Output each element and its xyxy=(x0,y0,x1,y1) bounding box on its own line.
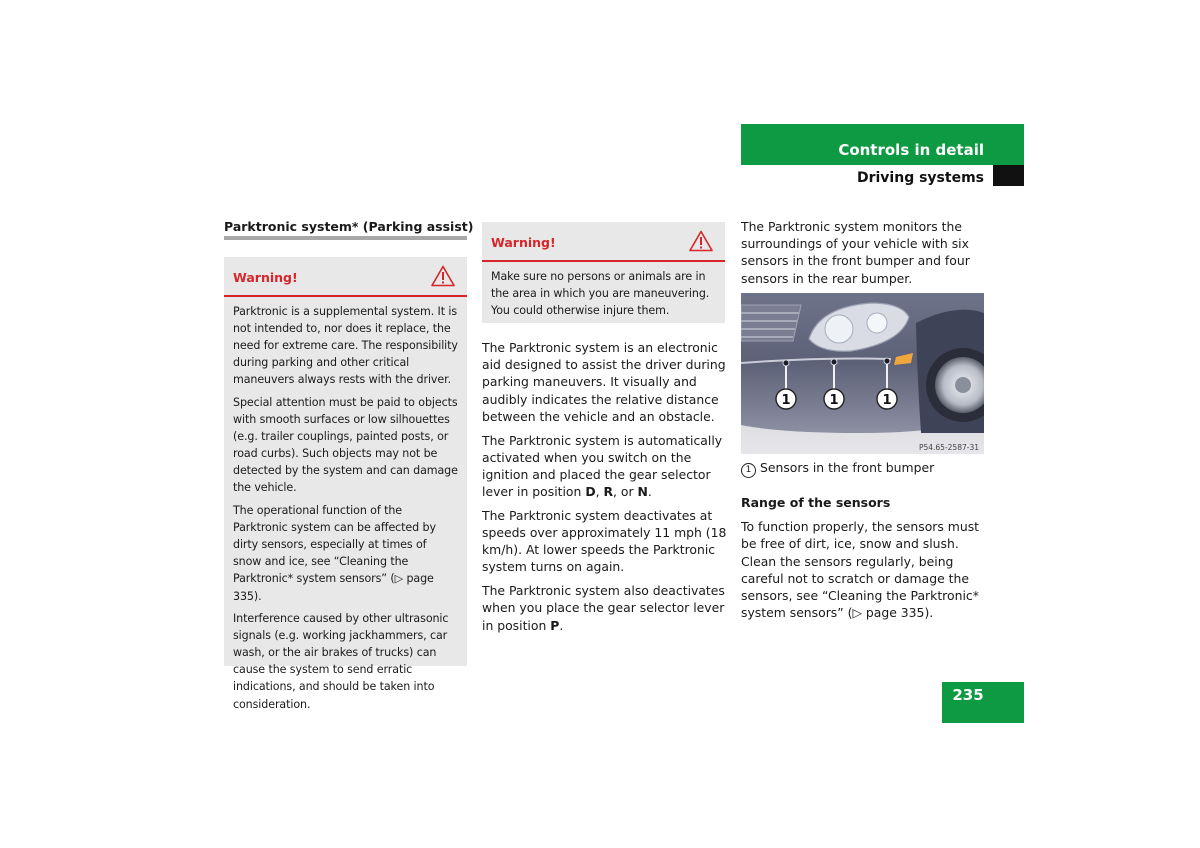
bumper-sensor-figure xyxy=(741,293,984,454)
warning-paragraph: Special attention must be paid to objects with smooth surfaces or low silhouettes (e.g. trailer couplings, painted posts, or road curbs). Such objects may not be detected by the system and can damage the vehicle. xyxy=(233,395,458,495)
paragraph-electronic-aid: The Parktronic system is an electronic aid designed to assist the driver during parking maneuvers. It visually and audibly indicates the relative distance between the vehicle and an obstacle. xyxy=(482,340,726,424)
warning-header xyxy=(224,257,467,297)
gear-r: R xyxy=(603,484,614,500)
callout-1: 1 xyxy=(829,393,839,408)
header-marker xyxy=(993,165,1024,186)
range-section xyxy=(741,494,987,628)
figure-code: P54.65-2587-31 xyxy=(918,443,979,452)
section-subtitle: Driving systems xyxy=(856,170,984,186)
section-title: Parktronic system* (Parking assist) xyxy=(224,219,474,234)
gear-p: P xyxy=(550,617,560,633)
car-front-illustration xyxy=(741,293,984,454)
chapter-title: Controls in detail xyxy=(838,141,984,159)
paragraph-deactivation-park xyxy=(482,582,728,634)
page-number: 235 xyxy=(952,686,984,704)
range-heading: Range of the sensors xyxy=(741,495,891,510)
figure-caption xyxy=(741,460,934,478)
gear-d: D xyxy=(585,484,596,500)
warning-label: Warning! xyxy=(491,235,556,250)
text: The Parktronic system is automatically activated when you switch on the ignition and placed the gear selector lever in position xyxy=(482,432,723,500)
warning-triangle-icon xyxy=(689,230,713,252)
warning-paragraph: Make sure no persons or animals are in the area in which you are maneuvering. You could otherwise injure them. xyxy=(491,270,710,318)
warning-body xyxy=(224,297,467,724)
paragraph-deactivation-speed: The Parktronic system deactivates at speeds over approximately 11 mph (18 km/h). At lower speeds the Parktronic system turns on again. xyxy=(482,507,727,575)
text: , or xyxy=(613,484,638,500)
warning-paragraph: Interference caused by other ultrasonic signals (e.g. working jackhammers, car wash, or the air brakes of trucks) can cause the system to send erratic indications, and should be taken into consideration. xyxy=(233,612,449,711)
paragraph-activation xyxy=(482,432,728,501)
warning-paragraph: Parktronic is a supplemental system. It is not intended to, nor does it replace, the need for extreme care. The responsibility during parking and other critical maneuvers always rests with the driver. xyxy=(233,305,458,387)
gear-n: N xyxy=(637,484,648,500)
range-paragraph: To function properly, the sensors must be free of dirt, ice, snow and slush. Clean the sensors regularly, being careful not to scratch or damage the sensors, see “Cleaning the Parktronic* system sensors” (▷ page 335). xyxy=(741,519,980,621)
text: . xyxy=(647,484,652,500)
text: . xyxy=(559,617,564,633)
warning-box-2 xyxy=(482,222,725,323)
paragraph-intro: The Parktronic system monitors the surroundings of your vehicle with six sensors in the front bumper and four sensors in the rear bumper. xyxy=(741,219,970,286)
callout-1: 1 xyxy=(882,393,892,408)
warning-body xyxy=(482,262,725,331)
column-3-intro xyxy=(741,218,987,293)
callout-number: 1 xyxy=(741,463,756,478)
warning-label: Warning! xyxy=(233,270,298,285)
callout-1: 1 xyxy=(781,393,791,408)
column-2-text xyxy=(482,339,728,640)
warning-triangle-icon xyxy=(431,265,455,287)
section-rule xyxy=(224,236,467,240)
warning-header xyxy=(482,222,725,262)
text: , xyxy=(595,484,604,500)
warning-box-1 xyxy=(224,257,467,711)
warning-paragraph: The operational function of the Parktronic system can be affected by dirty sensors, especially at times of snow and ice, see “Cleaning the Parktronic* system sensors” (▷ page 335). xyxy=(233,504,436,603)
caption-text: Sensors in the front bumper xyxy=(760,460,935,475)
text: The Parktronic system also deactivates when you place the gear selector lever in position xyxy=(482,583,725,633)
